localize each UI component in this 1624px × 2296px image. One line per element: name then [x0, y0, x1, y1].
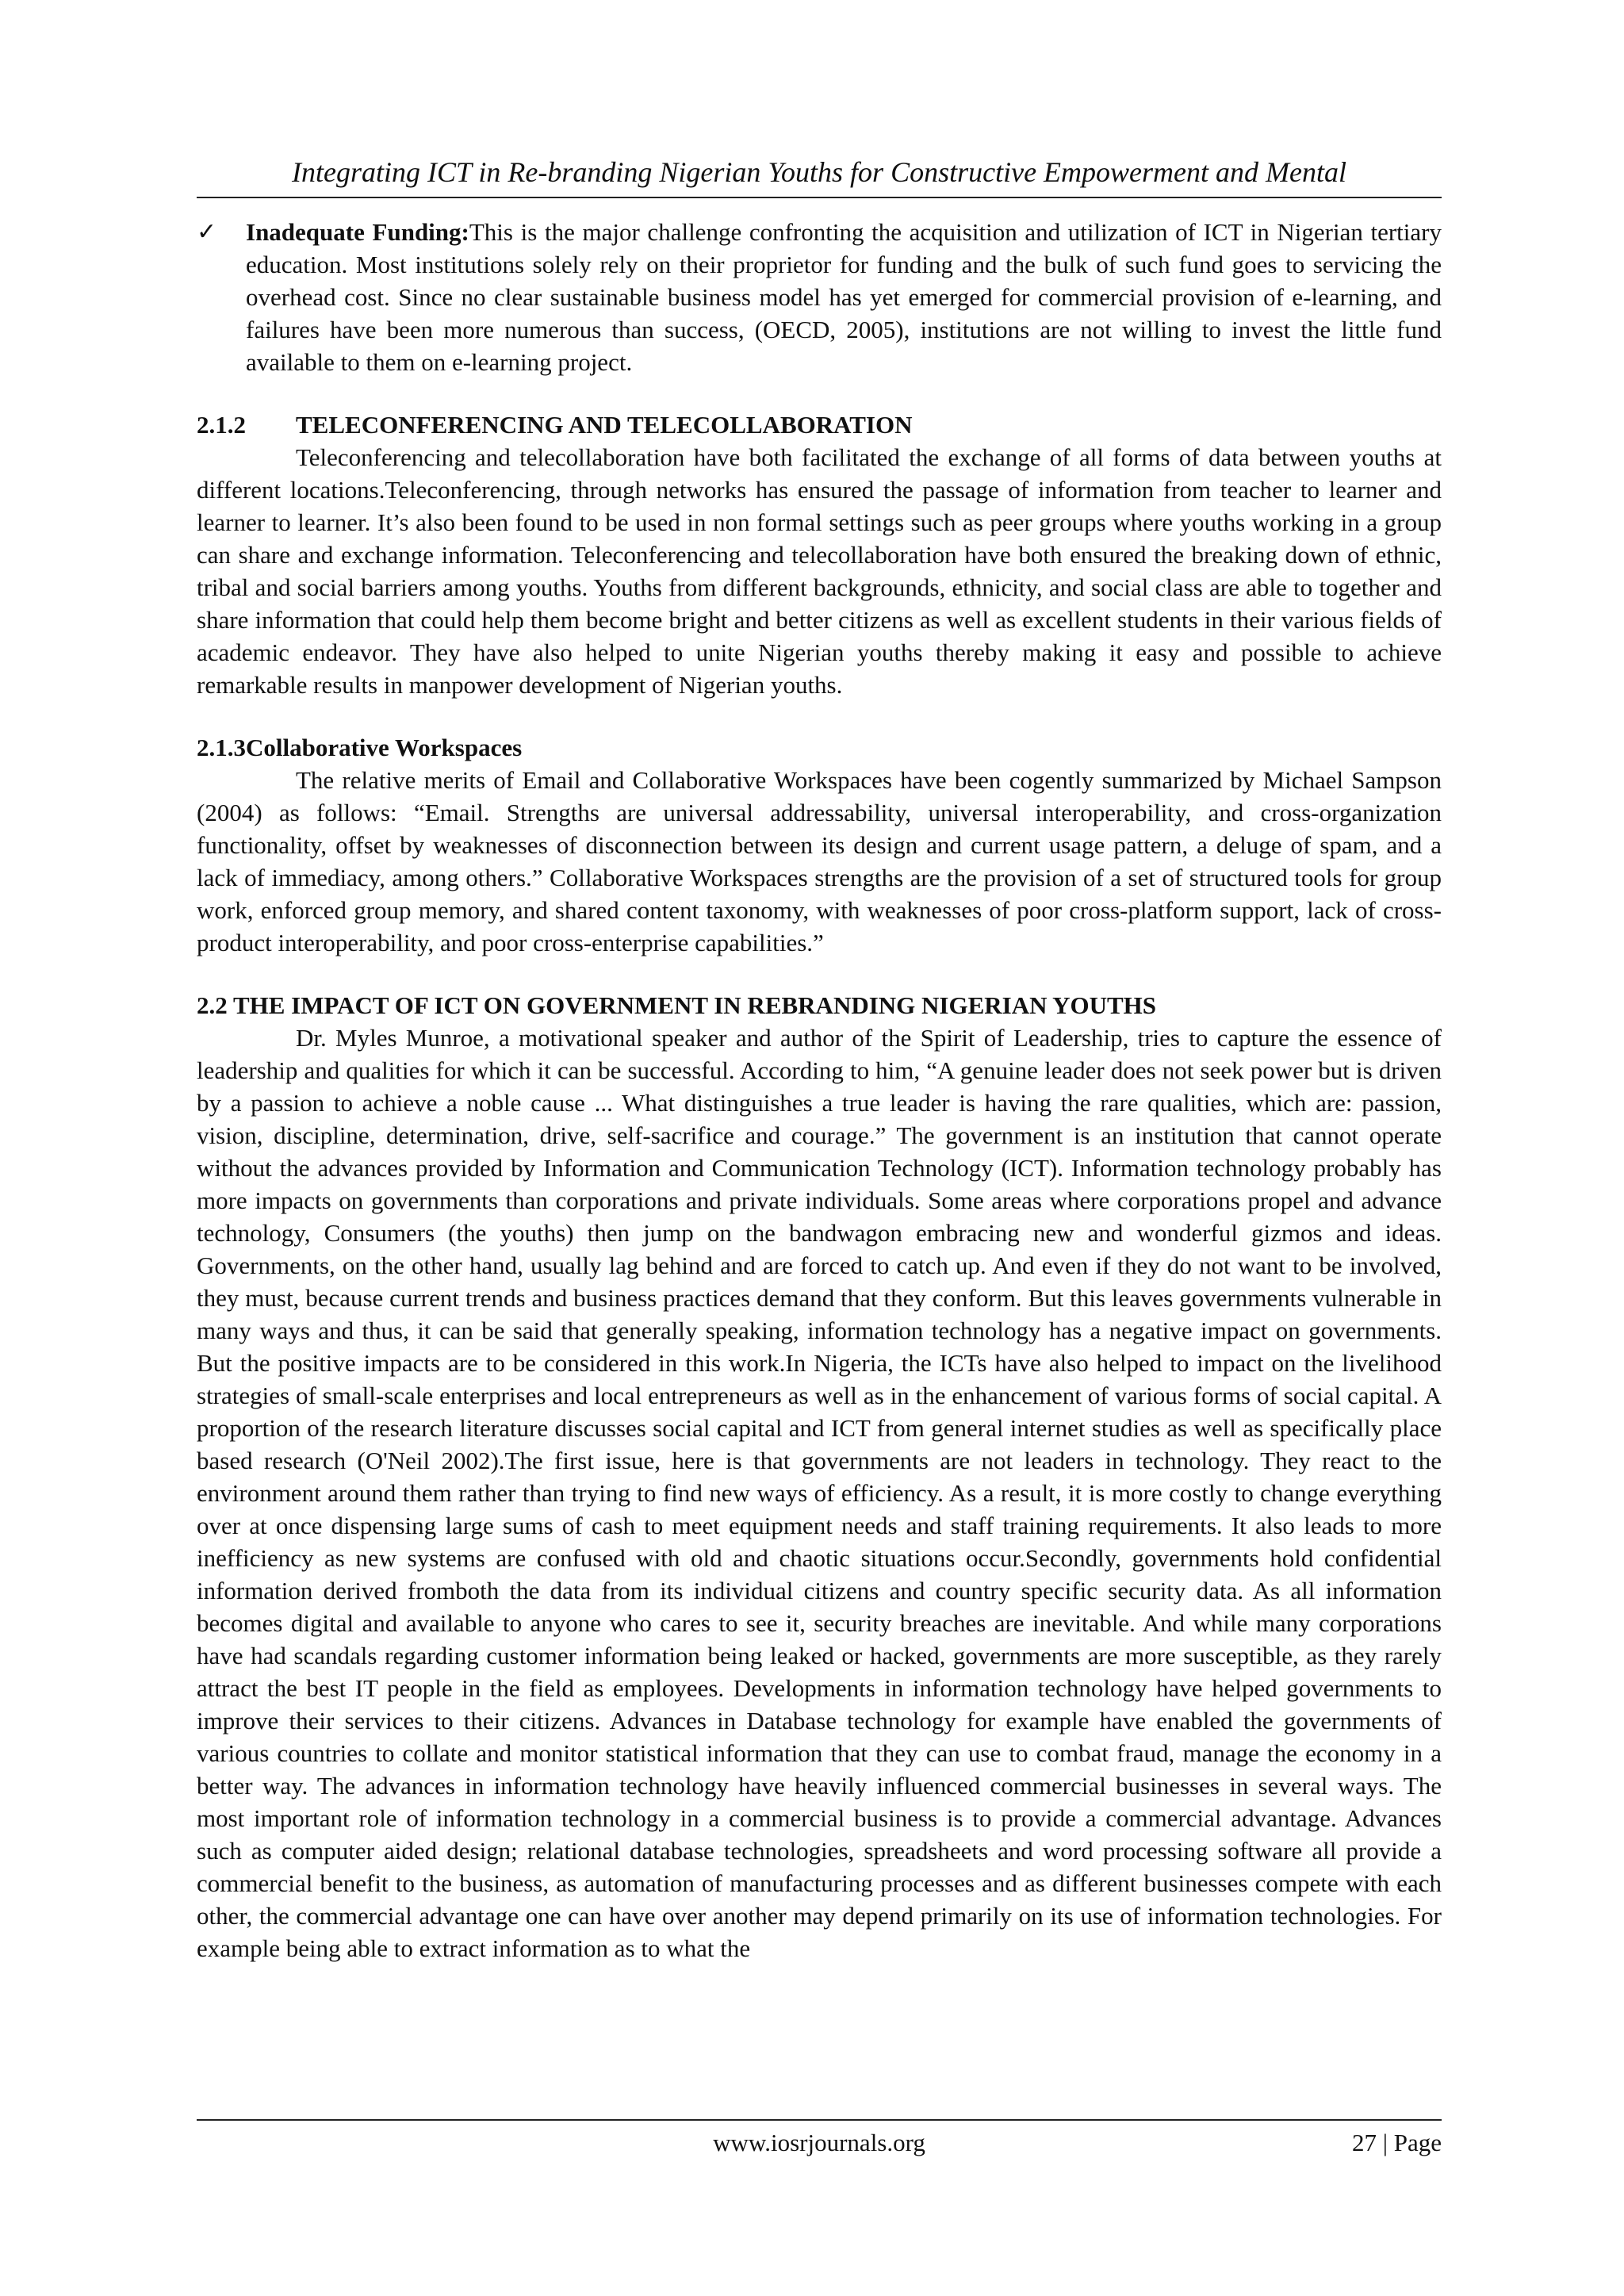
section-body: Dr. Myles Munroe, a motivational speaker and author of the Spirit of Leadership, tries to capture the essence of leadership and qualities for which it can be successful. According to him, “A genuine leader does not seek power but is driven by a passion to achieve a noble cause ... What distinguishes a true leader is having the rare qualities, which are: passion, vision, discipline, determination, drive, self-sacrifice and courage.” The government is an institution that cannot operate without the advances provided by Information and Communication Technology (ICT). Information technology probably has more impacts on governments than corporations and private individuals. Some areas where corporations propel and advance technology, Consumers (the youths) then jump on the bandwagon embracing new and wonderful gizmos and ideas. Governments, on the other hand, usually lag behind and are forced to catch up. And even if they do not want to be involved, they must, because current trends and business practices demand that they conform. But this leaves governments vulnerable in many ways and thus, it can be said that generally speaking, information technology has a negative impact on governments. But the positive impacts are to be considered in this work.In Nigeria, the ICTs have also helped to impact on the livelihood strategies of small-scale enterprises and local entrepreneurs as well as in the enhancement of various forms of social capital. A proportion of the research literature discusses social capital and ICT from general internet studies as well as specifically place based research (O'Neil 2002).The first issue, here is that governments are not leaders in technology. They react to the environment around them rather than trying to find new ways of efficiency. As a result, it is more costly to change everything over at once dispensing large sums of cash to meet equipment needs and staff training requirements. It also leads to more inefficiency as new systems are confused with old and chaotic situations occur.Secondly, governments hold confidential information derived fromboth the data from its individual citizens and country specific security data. As all information becomes digital and available to anyone who cares to see it, security breaches are inevitable. And while many corporations have had scandals regarding customer information being leaked or hacked, governments are more susceptible, as they rarely attract the best IT people in the field as employees. Developments in information technology have helped governments to improve their services to their citizens. Advances in Database technology for example have enabled the governments of various countries to collate and monitor statistical information that they can use to combat fraud, manage the economy in a better way. The advances in information technology have heavily influenced commercial businesses in several ways. The most important role of information technology in a commercial business is to provide a commercial advantage. Advances such as computer aided design; relational database technologies, spreadsheets and word processing software all provide a commercial benefit to the business, as automation of manufacturing processes and as different businesses compete with each other, the commercial advantage one can have over another may depend primarily on its use of information technologies. For example being able to extract information as to what the	[197, 1024, 1442, 1962]
page-content	[197, 151, 1442, 1995]
journal-website: www.iosrjournals.org	[713, 2129, 925, 2156]
section-title: TELECONFERENCING AND TELECOLLABORATION	[296, 411, 913, 439]
header-rule	[197, 197, 1442, 198]
section-heading: 2.1.3Collaborative Workspaces	[197, 734, 523, 761]
section-2-1-3	[197, 731, 1442, 959]
section-body: Teleconferencing and telecollaboration have both facilitated the exchange of all forms of data between youths at different locations.Teleconferencing, through networks has ensured the passage of information from teacher to learner and learner to learner. It’s also been found to be used in non formal settings such as peer groups where youths working in a group can share and exchange information. Teleconferencing and telecollaboration have both ensured the breaking down of ethnic, tribal and social barriers among youths. Youths from different backgrounds, ethnicity, and social class are able to together and share information that could help them become bright and better citizens as well as excellent students in their various fields of academic endeavor. They have also helped to unite Nigerian youths thereby making it easy and possible to achieve remarkable results in manpower development of Nigerian youths.	[197, 443, 1442, 699]
checkmark-icon: ✓	[197, 218, 217, 246]
section-heading: 2.2 THE IMPACT OF ICT ON GOVERNMENT IN REBRANDING NIGERIAN YOUTHS	[197, 991, 1157, 1019]
section-body: The relative merits of Email and Collaborative Workspaces have been cogently summarized by Michael Sampson (2004) as follows: “Email. Strengths are universal addressability, universal interoperability, and cross-organization functionality, offset by weaknesses of disconnection between its design and current usage pattern, a deluge of spam, and a lack of immediacy, among others.” Collaborative Workspaces strengths are the provision of a set of structured tools for group work, enforced group memory, and shared content taxonomy, with weaknesses of poor cross-platform support, lack of cross-product interoperability, and poor cross-enterprise capabilities.”	[197, 766, 1442, 956]
running-header: Integrating ICT in Re-branding Nigerian Youths for Constructive Empowerment and Mental	[292, 156, 1346, 188]
section-heading	[197, 408, 1442, 441]
footer-rule	[197, 2119, 1442, 2121]
section-2-2	[197, 989, 1442, 1964]
page-number: 27 | Page	[1352, 2129, 1442, 2156]
section-2-1-2	[197, 408, 1442, 701]
section-number: 2.1.2	[197, 411, 246, 439]
bullet-text: This is the major challenge confronting the acquisition and utilization of ICT in Nigerian tertiary education. Most institutions solely rely on their proprietor for funding and the bulk of such fund goes to servicing the overhead cost. Since no clear sustainable business model has yet emerged for commercial provision of e-learning, and failures have been more numerous than success, (OECD, 2005), institutions are not willing to invest the little fund available to them on e-learning project.	[246, 218, 1442, 376]
bullet-paragraph	[246, 216, 1442, 378]
page-footer	[197, 2125, 1442, 2160]
bullet-term: Inadequate Funding:	[246, 218, 469, 246]
bullet-inadequate-funding	[197, 216, 1442, 378]
